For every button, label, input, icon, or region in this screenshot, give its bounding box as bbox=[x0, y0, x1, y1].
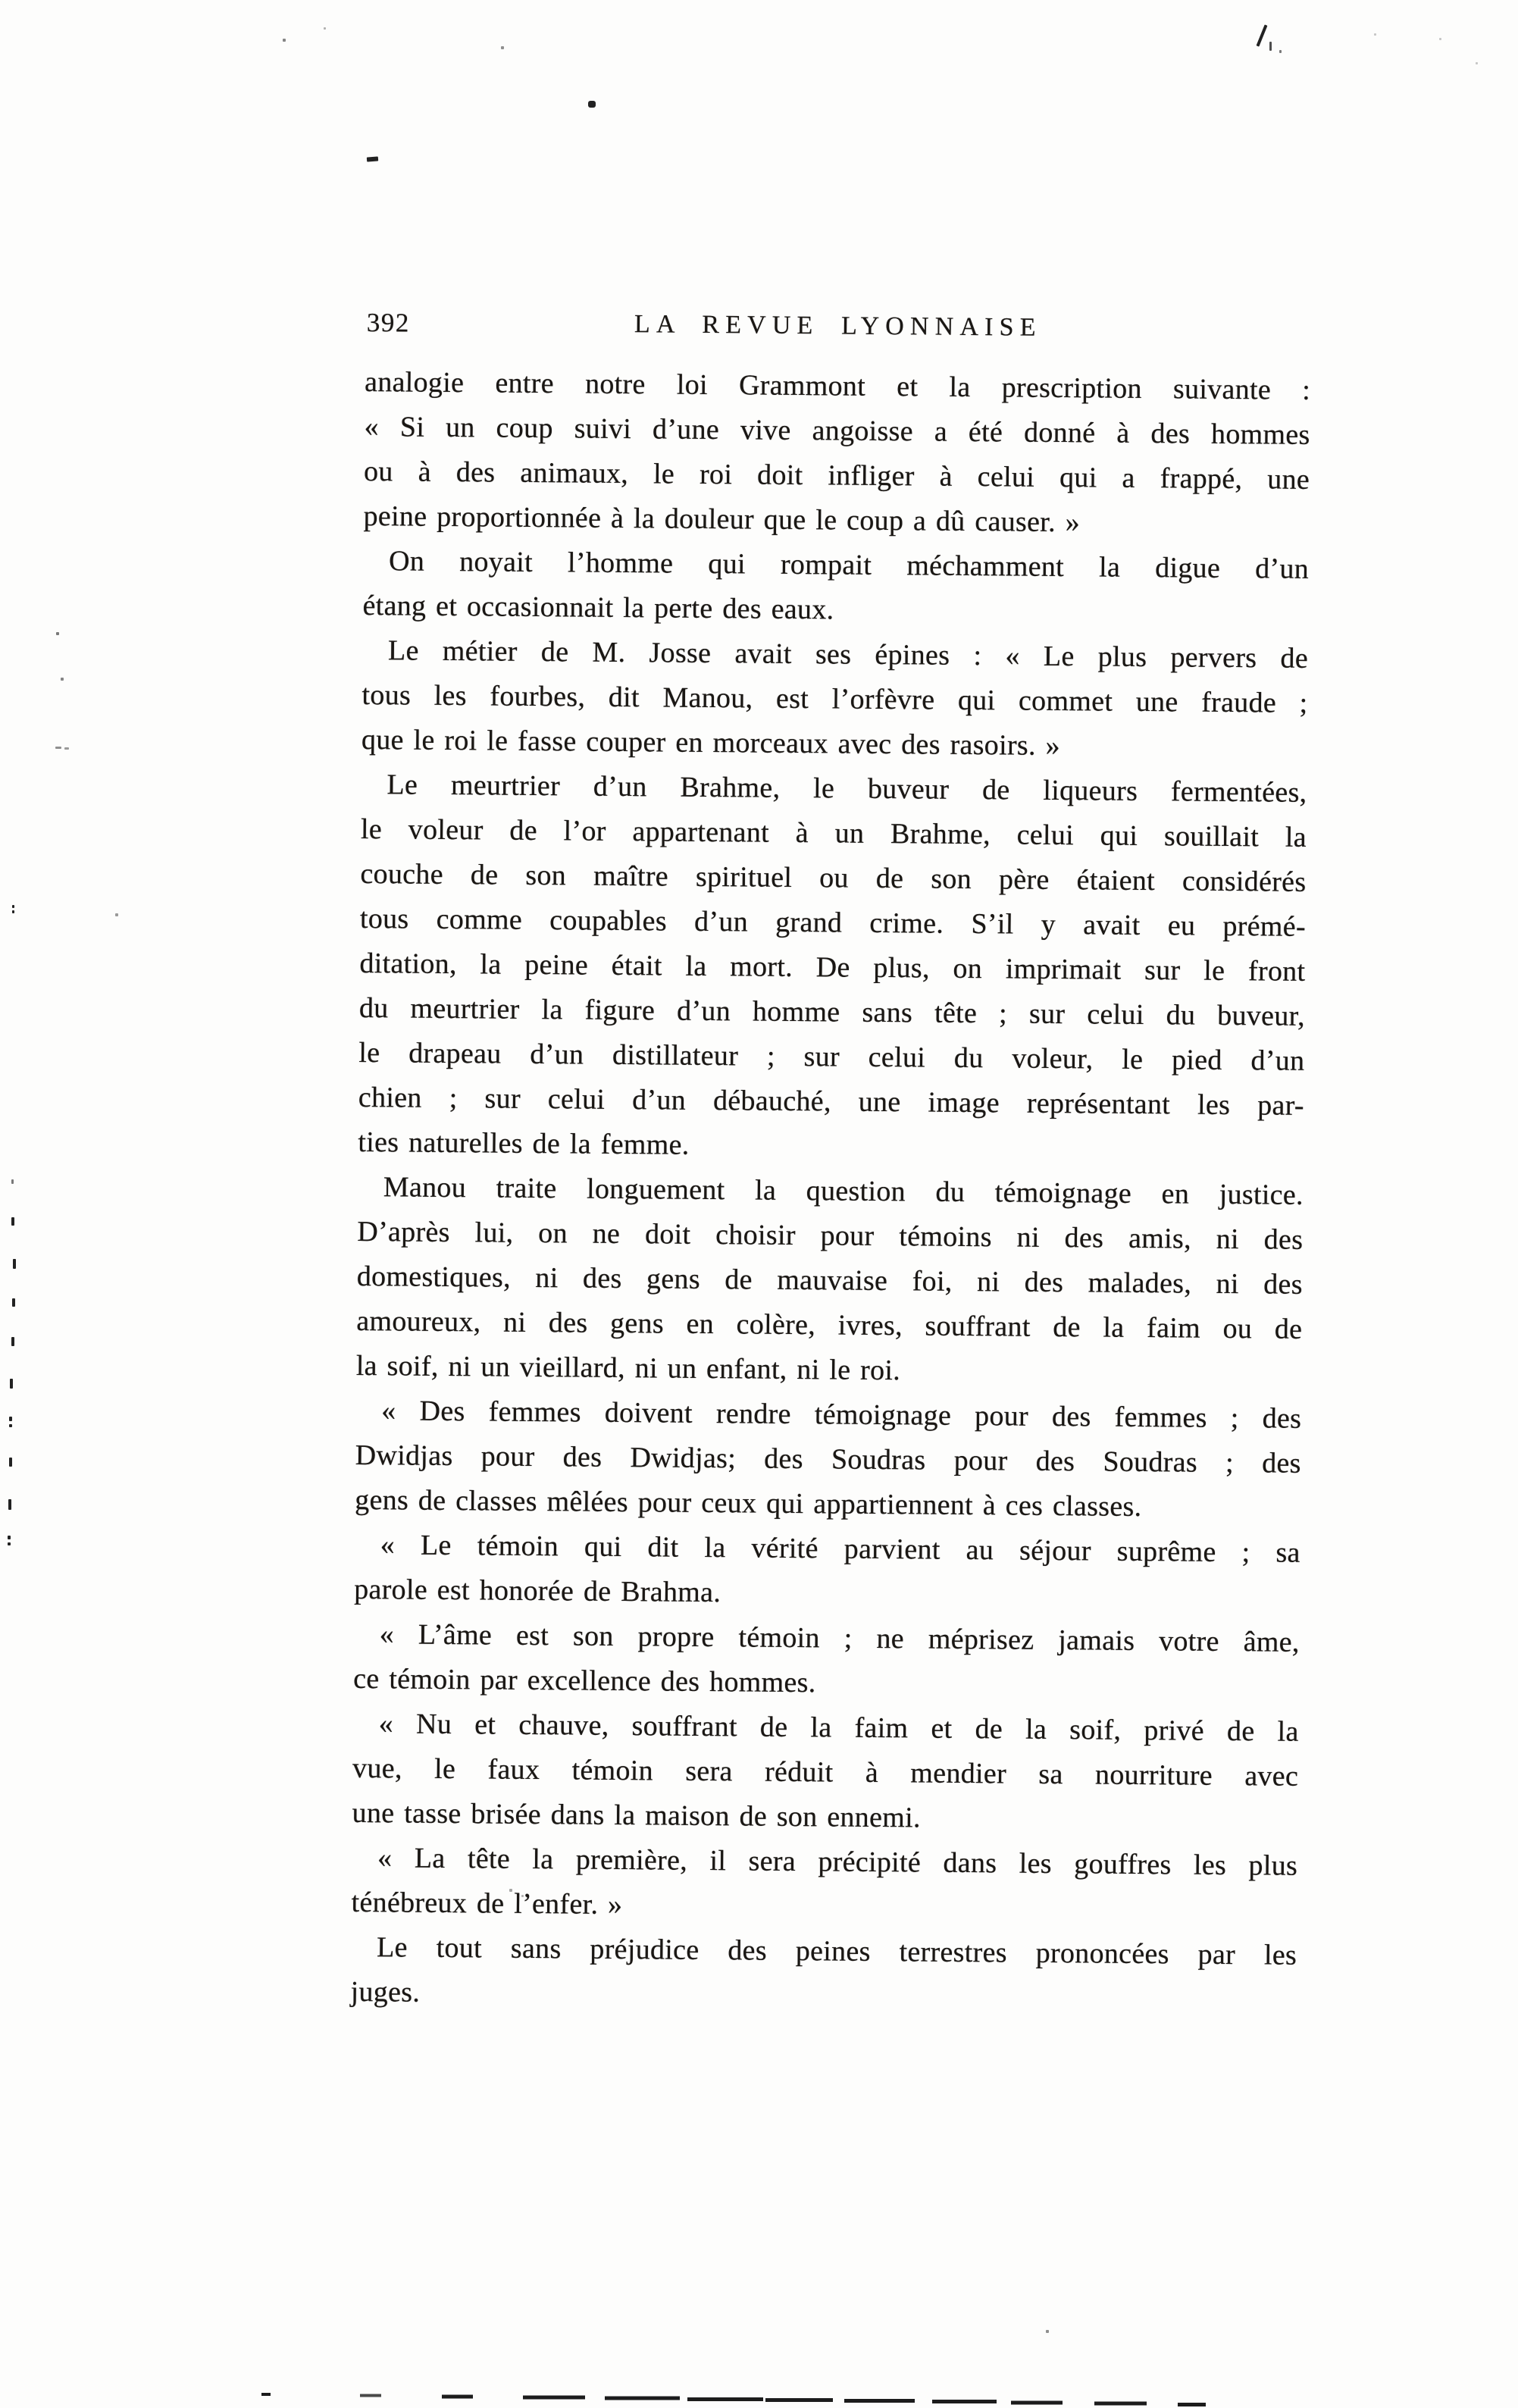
ink-speck bbox=[1476, 62, 1478, 64]
margin-tick bbox=[12, 910, 14, 913]
margin-tick bbox=[10, 1379, 13, 1389]
text-line: domestiques, ni des gens de mauvaise foi, ni des malades, ni des bbox=[356, 1260, 1303, 1301]
margin-tick bbox=[8, 1536, 11, 1539]
margin-tick bbox=[11, 1337, 14, 1346]
body-text bbox=[350, 360, 1310, 2023]
text-line: que le roi le fasse couper en morceaux avec des rasoirs. » bbox=[361, 723, 1061, 762]
text-line: Manou traite longuement la question du témoignage en justice. bbox=[383, 1171, 1304, 1211]
ink-speck bbox=[283, 39, 286, 42]
margin-tick bbox=[8, 1542, 11, 1545]
ink-speck bbox=[56, 632, 59, 635]
text-line: parole est honorée de Brahma. bbox=[354, 1573, 721, 1609]
text-line: du meurtrier la figure d’un homme sans tête ; sur celui du buveur, bbox=[358, 991, 1306, 1032]
ink-speck bbox=[509, 1889, 512, 1892]
ink-speck bbox=[61, 678, 64, 681]
text-line: « Le témoin qui dit la vérité parvient au séjour suprême ; sa bbox=[380, 1529, 1300, 1569]
ink-speck bbox=[115, 913, 118, 916]
margin-tick bbox=[9, 1424, 12, 1427]
margin-tick bbox=[9, 1417, 12, 1421]
text-line: analogie entre notre loi Grammont et la prescription suivante : bbox=[364, 365, 1311, 406]
ink-speck bbox=[501, 46, 504, 49]
text-line: étang et occasionnait la perte des eaux. bbox=[362, 589, 834, 626]
text-line: « La tête la première, il sera précipité dans les gouffres les plus bbox=[377, 1842, 1298, 1882]
text-line: juges. bbox=[350, 1975, 421, 2009]
text-line: « Des femmes doivent rendre témoignage pour des femmes ; des bbox=[381, 1395, 1302, 1435]
margin-tick bbox=[11, 1217, 14, 1226]
printed-block bbox=[350, 306, 1311, 2023]
text-line: gens de classes mêlées pour ceux qui appartiennent à ces classes. bbox=[355, 1483, 1142, 1523]
text-line: ténébreux de l’enfer. » bbox=[351, 1886, 623, 1921]
margin-tick bbox=[12, 1298, 15, 1307]
running-title: LA REVUE LYONNAISE bbox=[634, 310, 1042, 342]
margin-tick bbox=[13, 1259, 16, 1269]
text-line: « Nu et chauve, souffrant de la faim et de la soif, privé de la bbox=[378, 1708, 1299, 1748]
ink-speck bbox=[1374, 33, 1376, 36]
margin-tick bbox=[11, 1179, 14, 1184]
text-line: Le tout sans préjudice des peines terrestres prononcées par les bbox=[376, 1931, 1297, 1971]
scan-mark bbox=[1257, 24, 1268, 46]
text-line: couche de son maître spirituel ou de son père étaient considérés bbox=[360, 857, 1307, 898]
text-line: vue, le faux témoin sera réduit à mendier sa nourriture avec bbox=[352, 1752, 1299, 1793]
text-line: ties naturelles de la femme. bbox=[358, 1126, 690, 1161]
text-line: le voleur de l’or appartenant à un Brahme, celui qui souillait la bbox=[360, 813, 1307, 853]
text-line: la soif, ni un vieillard, ni un enfant, ni le roi. bbox=[355, 1349, 901, 1387]
text-line: On noyait l’homme qui rompait méchamment la digue d’un bbox=[388, 545, 1310, 585]
text-line: « L’âme est son propre témoin ; ne méprisez jamais votre âme, bbox=[379, 1618, 1300, 1658]
text-line: D’après lui, on ne doit choisir pour témoins ni des amis, ni des bbox=[357, 1215, 1304, 1256]
scan-mark bbox=[1279, 50, 1282, 53]
text-line: tous les fourbes, dit Manou, est l’orfèvre qui commet une fraude ; bbox=[362, 678, 1308, 719]
text-line: Dwidjas pour des Dwidjas; des Soudras pour des Soudras ; des bbox=[355, 1439, 1301, 1480]
ink-speck bbox=[521, 1895, 524, 1897]
text-line: chien ; sur celui d’un débauché, une image représentant les par- bbox=[358, 1081, 1305, 1122]
text-line: ditation, la peine était la mort. De plus, on imprimait sur le front bbox=[359, 947, 1306, 988]
text-line: Le meurtrier d’un Brahme, le buveur de liqueurs fermentées, bbox=[387, 769, 1307, 809]
text-line: amoureux, ni des gens en colère, ivres, souffrant de la faim ou de bbox=[356, 1304, 1303, 1345]
ink-speck bbox=[588, 101, 596, 108]
ink-speck bbox=[1439, 38, 1441, 40]
text-line: tous comme coupables d’un grand crime. S’il y avait eu prémé- bbox=[359, 902, 1307, 943]
margin-tick bbox=[8, 1499, 11, 1510]
page-bottom-edge-artifact bbox=[0, 2380, 1518, 2408]
text-line: le drapeau d’un distillateur ; sur celui du voleur, le pied d’un bbox=[358, 1036, 1305, 1077]
page-number: 392 bbox=[366, 308, 410, 338]
text-line: ce témoin par excellence des hommes. bbox=[353, 1662, 816, 1699]
text-line: peine proportionnée à la douleur que le coup a dû causer. » bbox=[363, 499, 1081, 539]
scan-mark bbox=[1269, 42, 1272, 51]
margin-tick bbox=[9, 1458, 12, 1467]
text-line: ou à des animaux, le roi doit infliger à celui qui a frappé, une bbox=[363, 455, 1310, 496]
text-line: une tasse brisée dans la maison de son ennemi. bbox=[352, 1796, 921, 1834]
ink-speck bbox=[64, 747, 69, 750]
ink-speck bbox=[1046, 2330, 1049, 2333]
ink-speck bbox=[55, 747, 61, 749]
text-line: « Si un coup suivi d’une vive angoisse a été donné à des hommes bbox=[364, 410, 1310, 451]
margin-tick bbox=[12, 905, 14, 908]
ink-speck bbox=[367, 156, 378, 161]
text-line: Le métier de M. Josse avait ses épines : « Le plus pervers de bbox=[387, 634, 1309, 675]
ink-speck bbox=[324, 27, 326, 30]
page-header bbox=[365, 306, 1311, 349]
